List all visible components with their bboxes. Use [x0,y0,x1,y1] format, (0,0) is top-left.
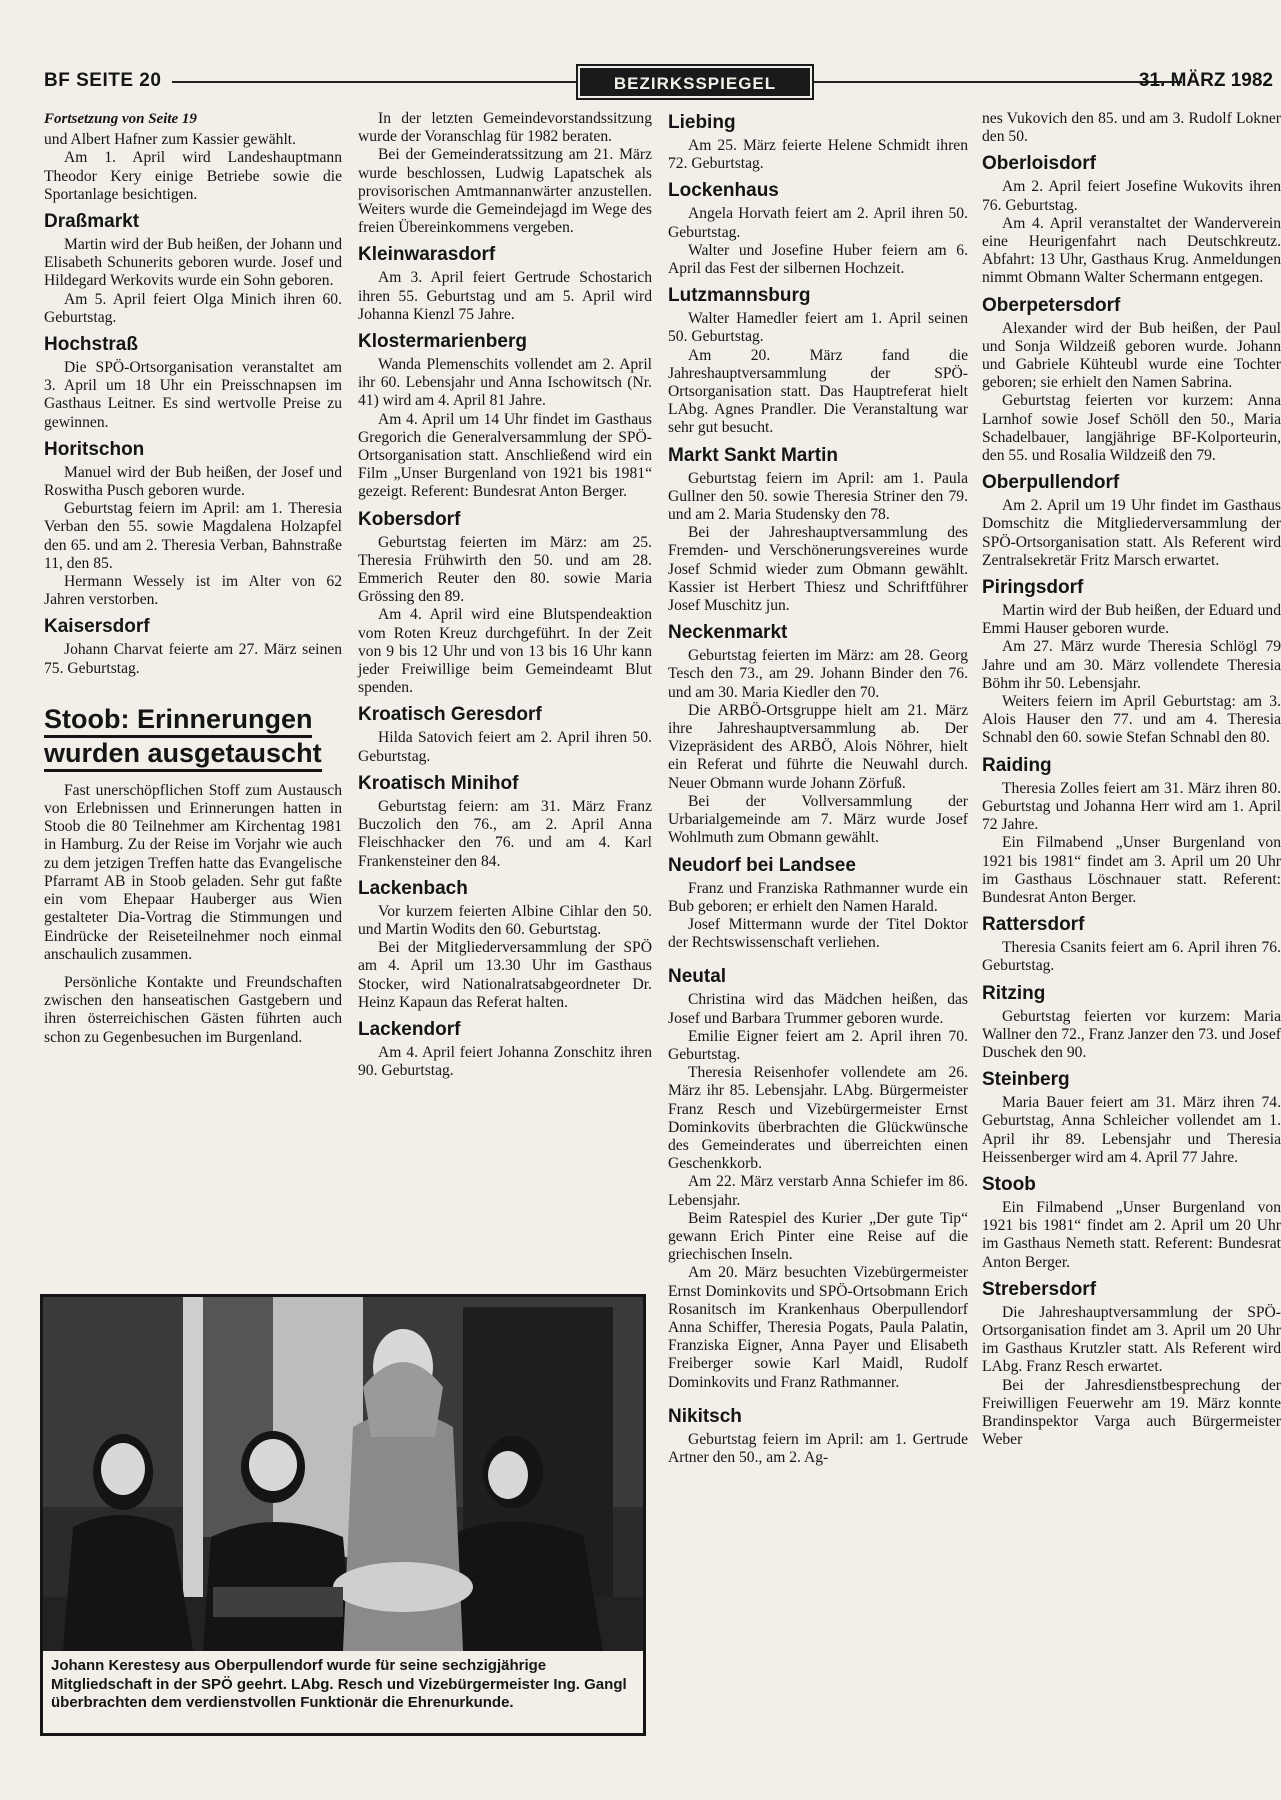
article-paragraph: Beim Ratespiel des Kurier „Der gute Tip“ gewann Erich Pinter eine Reise auf die griechischen Inseln. [668,1209,968,1264]
article-paragraph: Franz und Franziska Rathmanner wurde ein Bub geboren; er erhielt den Namen Harald. [668,879,968,915]
article-paragraph: Die SPÖ-Ortsorganisation veranstaltet am 3. April um 18 Uhr ein Preisschnapsen im Gasthaus Leitner. Es sind wertvolle Preise zu gewinnen. [44,359,342,431]
article-paragraph: Am 4. April feiert Johanna Zonschitz ihren 90. Geburtstag. [358,1043,652,1080]
section-heading-markt-sankt-martin: Markt Sankt Martin [668,444,838,466]
section-heading-drassmarkt: Draßmarkt [44,211,140,233]
section-heading-oberloisdorf: Oberloisdorf [982,153,1097,175]
article-paragraph: Weiters feiern im April Geburtstag: am 3. Alois Hauser den 77. und am 4. Theresia Schnabl den 60. sowie Stefan Schnabl den 80. [982,693,1281,747]
section-heading-piringsdorf: Piringsdorf [982,577,1084,599]
article-paragraph: Ein Filmabend „Unser Burgenland von 1921 bis 1981“ findet am 3. April um 20 Uhr im Gasthaus Löschnauer statt. Referent: Bundesrat Anton Berger. [982,834,1281,906]
article-paragraph: Fast unerschöpflichen Stoff zum Austausch von Erlebnissen und Erinnerungen hatten in Stoob die 80 Teilnehmer am Kirchentag 1981 in Hamburg. Zu der Reise im Vorjahr wie auch zu dem jetzigen Treffen hatte das Evangelische Pfarramt AB in Stoob geladen. Sehr gut faßte ein vom Ehepaar Hauberger aus Wien gestalteter Dia-Vortrag die Stimmungen und Eindrücke der Reiseteilnehmer noch einmal anschaulich zusammen. [44,781,342,963]
section-heading-kroatisch-geresdorf: Kroatisch Geresdorf [358,704,542,726]
section-heading-kobersdorf: Kobersdorf [358,508,461,530]
article-paragraph: Bei der Jahresdienstbesprechung der Freiwilligen Feuerwehr am 19. März konnte Brandinspektor Varga auch Bürgermeister Weber [982,1376,1281,1449]
section-heading-neckenmarkt: Neckenmarkt [668,622,788,644]
article-paragraph: Josef Mittermann wurde der Titel Doktor der Rechtswissenschaft verliehen. [668,915,968,952]
article-paragraph: Wanda Plemenschits vollendet am 2. April ihr 60. Lebensjahr und Anna Ischowitsch (Nr. 41) wird am 4. April 81 Jahre. [358,356,652,410]
article-paragraph: und Albert Hafner zum Kassier gewählt. [44,131,297,149]
article-paragraph: Geburtstag feierten im März: am 25. Theresia Frühwirth den 50. und am 28. Emmerich Reuter den 80. sowie Maria Grössing den 89. [358,533,652,606]
continuation-note: Fortsetzung von Seite 19 [44,111,197,127]
article-paragraph: Am 4. April wird eine Blutspendeaktion vom Roten Kreuz durchgeführt. In der Zeit von 9 bis 12 Uhr und von 13 bis 16 Uhr kann jeder Freiwillige beim Gemeindeamt Blut spenden. [358,606,652,697]
column-4 [982,110,1281,1449]
article-paragraph: Am 3. April feiert Gertrude Schostarich ihren 55. Geburtstag und am 5. April wird Johanna Kienzl 75 Jahre. [358,269,652,323]
article-paragraph: Am 5. April feiert Olga Minich ihren 60. Geburtstag. [44,290,342,326]
section-heading-rattersdorf: Rattersdorf [982,914,1085,936]
header-rule-left [172,81,578,83]
article-headline [44,704,342,772]
article-paragraph: Am 4. April um 14 Uhr findet im Gasthaus Gregorich die Generalversammlung der SPÖ-Ortsorganisation statt. Anschließend wird ein Film „Unser Burgenland von 1921 bis 1981“ gezeigt. Referent: Bundesrat Anton Berger. [358,410,652,501]
article-paragraph: Ein Filmabend „Unser Burgenland von 1921 bis 1981“ findet am 2. April um 20 Uhr im Gasthaus Nemeth statt. Referent: Bundesrat Anton Berger. [982,1198,1281,1271]
section-heading-steinberg: Steinberg [982,1069,1070,1091]
article-paragraph: Johann Charvat feierte am 27. März seinen 75. Geburtstag. [44,641,342,677]
article-paragraph: Vor kurzem feierten Albine Cihlar den 50. und Martin Wodits den 60. Geburtstag. [358,902,652,938]
article-paragraph: Am 1. April wird Landeshauptmann Theodor Kery einige Betriebe sowie die Sportanlage besichtigen. [44,149,342,203]
article-paragraph: Bei der Jahreshauptversammlung des Fremden- und Verschönerungsvereines wurde Josef Schmid wieder zum Obmann gewählt. Kassier ist Herbert Thiesz und Schriftführer Josef Muschitz jun. [668,524,968,615]
section-heading-lockenhaus: Lockenhaus [668,180,779,202]
headline-line-2: wurden ausgetauscht [44,738,322,772]
article-paragraph: Geburtstag feierten vor kurzem: Anna Larnhof sowie Josef Schöll den 50., Maria Schadelbauer, langjährige BF-Kolporteurin, den 55. und Rosalia Wildzeiß den 79. [982,392,1281,465]
column-1 [44,110,342,1047]
headline-line-1: Stoob: Erinnerungen [44,704,312,738]
article-paragraph: Theresia Reisenhofer vollendete am 26. März ihr 85. Lebensjahr. LAbg. Bürgermeister Franz Resch und Vizebürgermeister Ernst Dominkovits überbrachten die Glückwünsche des Gemeinderates und überreichten einen Geschenkkorb. [668,1064,968,1173]
section-heading-hochstrass: Hochstraß [44,334,138,356]
article-paragraph: Am 20. März fand die Jahreshauptversammlung der SPÖ-Ortsorganisation statt. Das Hauptreferat hielt LAbg. Agnes Prandler. Die Veranstaltung war sehr gut besucht. [668,346,968,437]
article-paragraph: Walter Hamedler feiert am 1. April seinen 50. Geburtstag. [668,310,968,346]
article-paragraph: Geburtstag feiern im April: am 1. Theresia Verban den 55. sowie Magdalena Holzapfel den 65. und am 2. Theresia Verban, Bahnstraße 11, den 85. [44,500,342,572]
article-paragraph: Christina wird das Mädchen heißen, das Josef und Barbara Trummer geboren wurde. [668,991,968,1027]
article-paragraph: Bei der Gemeinderatssitzung am 21. März wurde beschlossen, Ludwig Lapatschek als provisorischen Amtmannanwärter anzustellen. Weiters wurde die Gemeindejagd im Wege des freien Übereinkommens vergeben. [358,146,652,237]
article-paragraph: Angela Horvath feiert am 2. April ihren 50. Geburtstag. [668,205,968,241]
section-heading-neudorf-bei-landsee: Neudorf bei Landsee [668,854,856,876]
article-paragraph: nes Vukovich den 85. und am 3. Rudolf Lokner den 50. [982,110,1281,146]
section-heading-nikitsch: Nikitsch [668,1405,742,1427]
section-heading-kaisersdorf: Kaisersdorf [44,616,150,638]
article-paragraph: Hermann Wessely ist im Alter von 62 Jahren verstorben. [44,573,342,609]
section-heading-kleinwarasdorf: Kleinwarasdorf [358,244,496,266]
article-paragraph: Am 2. April feiert Josefine Wukovits ihren 76. Geburtstag. [982,178,1281,214]
article-paragraph: In der letzten Gemeindevorstandssitzung wurde der Voranschlag für 1982 beraten. [358,110,652,146]
photo-caption: Johann Kerestesy aus Oberpullendorf wurde für seine sechzigjährige Mitgliedschaft in der SPÖ geehrt. LAbg. Resch und Vizebürgermeister Ing. Gangl überbrachten dem verdienstvollen Funktionär die Ehrenurkunde. [51,1657,627,1711]
issue-date: 31. MÄRZ 1982 [1138,70,1273,91]
section-heading-stoob: Stoob [982,1173,1036,1195]
section-heading-raiding: Raiding [982,754,1052,776]
column-2 [358,110,652,1080]
article-paragraph: Am 27. März wurde Theresia Schlögl 79 Jahre und am 30. März vollendete Theresia Böhm ihr 50. Lebensjahr. [982,638,1281,692]
section-heading-neutal: Neutal [668,966,727,988]
article-paragraph: Geburtstag feiern im April: am 1. Paula Gullner den 50. sowie Theresia Striner den 79. und am 2. Maria Studensky den 78. [668,469,968,524]
article-paragraph: Am 4. April veranstaltet der Wanderverein eine Heurigenfahrt nach Deutschkreutz. Abfahrt: 13 Uhr, Gasthaus Krug. Anmeldungen nimmt Obmann Walter Schermann entgegen. [982,214,1281,287]
article-paragraph: Am 2. April um 19 Uhr findet im Gasthaus Domschitz die Mitgliederversammlung der SPÖ-Ortsorganisation statt. Als Referent wird Zentralsekretär Fritz Marsch erwartet. [982,497,1281,569]
article-paragraph: Geburtstag feiern im April: am 1. Gertrude Artner den 50., am 2. Ag- [668,1430,968,1466]
article-paragraph: Martin wird der Bub heißen, der Eduard und Emmi Hauser geboren wurde. [982,602,1281,638]
column-3 [668,112,968,1467]
article-paragraph: Am 20. März besuchten Vizebürgermeister Ernst Dominkovits und SPÖ-Ortsobmann Erich Rosanitsch im Krankenhaus Oberpullendorf Anna Schiffer, Theresia Pogats, Paula Palatin, Franziska Eigner, Anna Payer und Elisabeth Freiberger sowie Karl Maidl, Rudolf Dominkovits und Franz Rathmanner. [668,1264,968,1391]
article-paragraph: Geburtstag feierten im März: am 28. Georg Tesch den 73., am 29. Johann Binder den 76. und am 30. Maria Kiedler den 70. [668,647,968,701]
section-heading-lackenbach: Lackenbach [358,877,468,899]
article-paragraph: Die ARBÖ-Ortsgruppe hielt am 21. März ihre Jahreshauptversammlung ab. Der Vizepräsident des ARBÖ, Alois Nöhrer, hielt ein Referat und führte die Neuwahl durch. Neuer Obmann wurde Johann Zörfuß. [668,701,968,792]
page-number-label: BF SEITE 20 [44,70,162,91]
article-paragraph: Persönliche Kontakte und Freundschaften zwischen den hanseatischen Gastgebern und ihren österreichischen Gästen führten auch schon zu Gegenbesuchen im Burgenland. [44,973,342,1046]
article-paragraph: Bei der Vollversammlung der Urbarialgemeinde am 7. März wurde Josef Wohlmuth zum Obmann gewählt. [668,792,968,847]
header-rule-right [812,81,1182,83]
article-paragraph: Emilie Eigner feiert am 2. April ihren 70. Geburtstag. [668,1027,968,1063]
section-heading-kroatisch-minihof: Kroatisch Minihof [358,772,519,794]
photo-honoree [43,1297,643,1651]
article-paragraph: Am 22. März verstarb Anna Schiefer im 86. Lebensjahr. [668,1173,968,1209]
article-paragraph: Theresia Zolles feiert am 31. März ihren 80. Geburtstag und Johanna Herr wird am 1. April 72 Jahre. [982,779,1281,834]
article-paragraph: Hilda Satovich feiert am 2. April ihren 50. Geburtstag. [358,729,652,765]
page-header [44,68,1281,96]
section-heading-strebersdorf: Strebersdorf [982,1278,1097,1300]
article-paragraph: Martin wird der Bub heißen, der Johann und Elisabeth Schunerits geboren wurde. Josef und Hildegard Werkovits wurde ein Sohn geboren. [44,236,342,290]
section-heading-liebing: Liebing [668,112,736,133]
article-paragraph: Die Jahreshauptversammlung der SPÖ-Ortsorganisation findet am 3. April um 20 Uhr im Gasthaus Krutzler statt. Als Referent wird LAbg. Franz Resch erwartet. [982,1303,1281,1376]
section-heading-ritzing: Ritzing [982,982,1046,1004]
section-heading-oberpullendorf: Oberpullendorf [982,472,1120,494]
article-paragraph: Bei der Mitgliederversammlung der SPÖ am 4. April um 13.30 Uhr im Gasthaus Stocker, wird Nationalratsabgeordneter Dr. Heinz Kapaun das Referat halten. [358,939,652,1011]
photo-illustration [43,1297,643,1651]
section-heading-lutzmannsburg: Lutzmannsburg [668,285,811,307]
photo-frame [40,1294,646,1736]
article-paragraph: Walter und Josefine Huber feiern am 6. April das Fest der silbernen Hochzeit. [668,241,968,278]
section-heading-oberpetersdorf: Oberpetersdorf [982,294,1121,316]
article-paragraph: Am 25. März feierte Helene Schmidt ihren 72. Geburtstag. [668,137,968,173]
article-paragraph: Maria Bauer feiert am 31. März ihren 74. Geburtstag, Anna Schleicher vollendet am 1. April ihr 89. Lebensjahr und Theresia Heissenberger wird am 4. April 77 Jahre. [982,1094,1281,1166]
article-paragraph: Theresia Csanits feiert am 6. April ihren 76. Geburtstag. [982,939,1281,975]
section-heading-klostermarienberg: Klostermarienberg [358,331,527,353]
article-paragraph: Alexander wird der Bub heißen, der Paul und Sonja Wildzeiß geboren wurde. Johann und Gabriele Kühteubl wurde eine Tochter geboren; sie erhielt den Namen Sabrina. [982,319,1281,392]
section-heading-lackendorf: Lackendorf [358,1018,461,1040]
section-title: BEZIRKSSPIEGEL [580,68,810,96]
article-paragraph: Geburtstag feiern: am 31. März Franz Buczolich den 76., am 2. April Anna Fleischhacker den 76. und am 4. Karl Frankensteiner den 84. [358,797,652,870]
article-paragraph: Geburtstag feierten vor kurzem: Maria Wallner den 72., Franz Janzer den 73. und Josef Duschek den 90. [982,1007,1281,1061]
section-heading-horitschon: Horitschon [44,438,145,460]
article-paragraph: Manuel wird der Bub heißen, der Josef und Roswitha Pusch geboren wurde. [44,463,342,500]
